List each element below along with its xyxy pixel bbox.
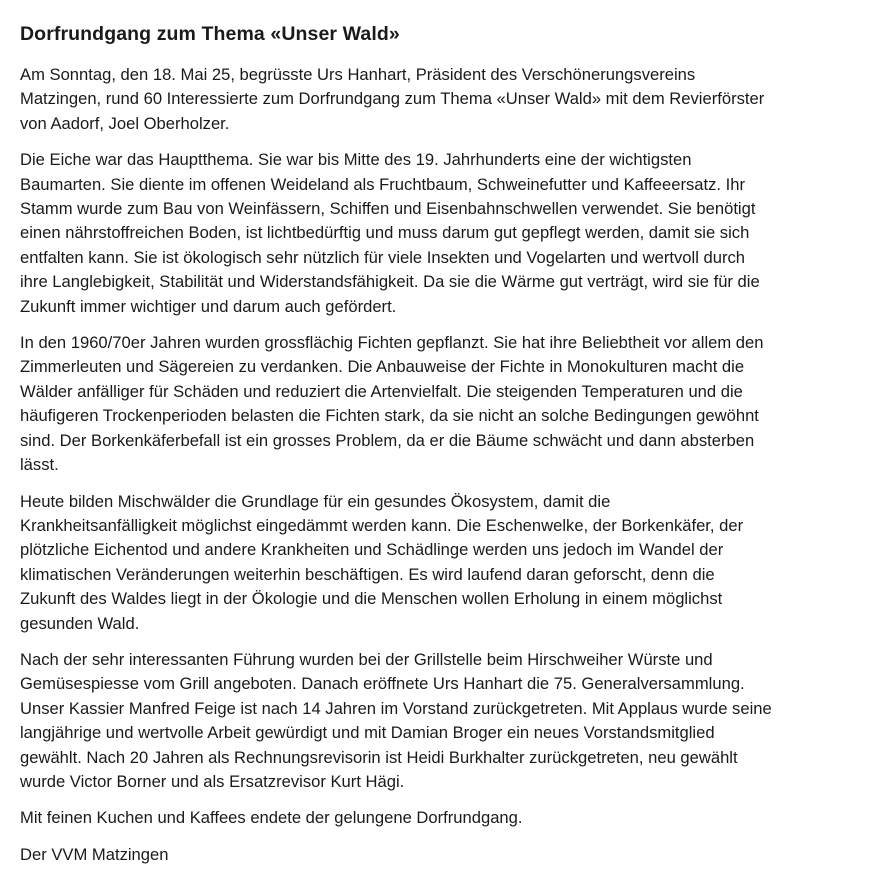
text-line: Matzingen, rund 60 Interessierte zum Dorfrundgang zum Thema «Unser Wald» mit dem Revierförster [20,89,765,109]
text-line: Der VVM Matzingen [20,844,169,864]
paragraph-spruce [20,331,882,477]
text-line: entfalten kann. Sie ist ökologisch sehr nützlich für viele Insekten und Vogelarten und wertvoll durch [20,247,746,267]
paragraph-closing [20,806,882,830]
article [20,22,882,879]
text-line: Zukunft immer wichtiger und darum auch gefördert. [20,296,397,316]
text-line: Mit feinen Kuchen und Kaffees endete der gelungene Dorfrundgang. [20,808,523,828]
text-line: wurde Victor Borner und als Ersatzrevisor Kurt Hägi. [20,771,405,791]
text-line: Krankheitsanfälligkeit möglichst eingedämmt werden kann. Die Eschenwelke, der Borkenkäfer, der [20,515,744,535]
text-line: Baumarten. Sie diente im offenen Weideland als Fruchtbaum, Schweinefutter und Kaffeeersatz. Ihr [20,174,746,194]
article-title: Dorfrundgang zum Thema «Unser Wald» [20,23,400,45]
text-line: plötzliche Eichentod und andere Krankheiten und Schädlinge werden uns jedoch im Wandel der [20,540,724,560]
text-line: gesunden Wald. [20,613,140,633]
text-line: Heute bilden Mischwälder die Grundlage für ein gesundes Ökosystem, damit die [20,491,611,511]
text-line: ihre Langlebigkeit, Stabilität und Widerstandsfähigkeit. Da sie die Wärme gut verträgt, wird sie für die [20,272,760,292]
text-line: In den 1960/70er Jahren wurden grossflächig Fichten gepflanzt. Sie hat ihre Beliebtheit vor allem den [20,333,764,353]
text-line: Zimmerleuten und Sägereien zu verdanken. Die Anbauweise der Fichte in Monokulturen macht die [20,357,745,377]
paragraph-oak [20,148,882,319]
text-line: Die Eiche war das Hauptthema. Sie war bis Mitte des 19. Jahrhunderts eine der wichtigsten [20,150,692,170]
text-line: Am Sonntag, den 18. Mai 25, begrüsste Urs Hanhart, Präsident des Verschönerungsvereins [20,65,696,84]
paragraph-mixed-forest [20,490,882,636]
signature [20,843,882,867]
text-line: langjährige und wertvolle Arbeit gewürdigt und mit Damian Broger ein neues Vorstandsmitglied [20,723,715,743]
text-line: einen nährstoffreichen Boden, ist lichtbedürftig und muss darum gut gepflegt werden, damit sie sich [20,223,750,243]
paragraph-assembly [20,648,882,794]
text-line: klimatischen Veränderungen weiterhin beschäftigen. Es wird laufend daran geforscht, denn die [20,564,715,584]
text-line: Zukunft des Waldes liegt in der Ökologie und die Menschen wollen Erholung in einem möglichst [20,589,723,609]
text-line: gewählt. Nach 20 Jahren als Rechnungsrevisorin ist Heidi Burkhalter zurückgetreten, neu gewählt [20,747,738,767]
paragraph-intro [20,63,882,136]
text-line: Gemüsespiesse vom Grill angeboten. Danach eröffnete Urs Hanhart die 75. Generalversammlung. [20,674,745,694]
text-line: häufigeren Trockenperioden belasten die Fichten stark, da sie nicht an solche Bedingungen gewöhnt [20,406,759,426]
text-line: Wälder anfälliger für Schäden und reduziert die Artenvielfalt. Die steigenden Temperaturen und die [20,381,743,401]
text-line: Unser Kassier Manfred Feige ist nach 14 Jahren im Vorstand zurückgetreten. Mit Applaus wurde seine [20,698,772,718]
text-line: Nach der sehr interessanten Führung wurden bei der Grillstelle beim Hirschweiher Würste und [20,649,713,669]
text-line: von Aadorf, Joel Oberholzer. [20,113,230,133]
text-line: lässt. [20,455,59,475]
text-line: Stamm wurde zum Bau von Weinfässern, Schiffen und Eisenbahnschwellen verwendet. Sie benötigt [20,199,756,219]
text-line: sind. Der Borkenkäferbefall ist ein grosses Problem, da er die Bäume schwächt und dann absterben [20,430,755,450]
